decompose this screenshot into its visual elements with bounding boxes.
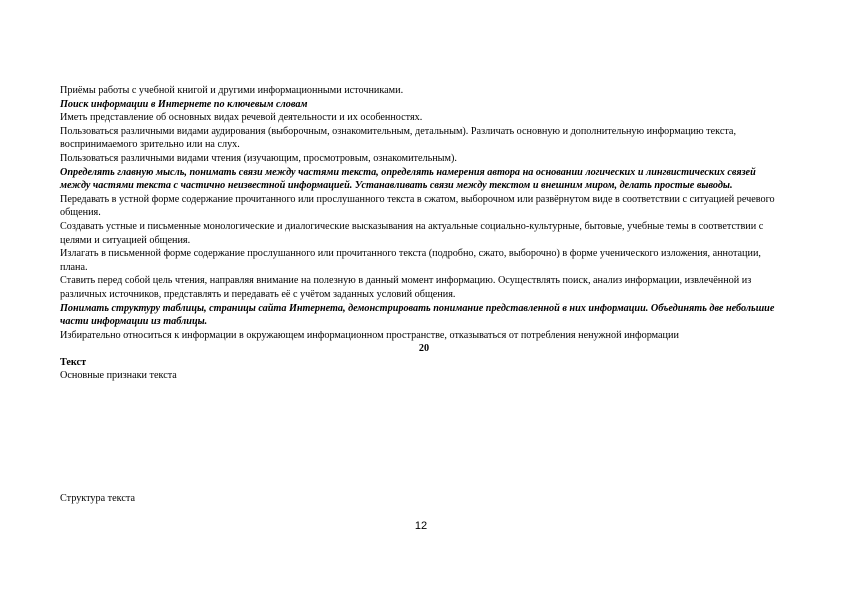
document-body [60,84,788,383]
hours-count: 20 [418,343,430,355]
text-line-9: Излагать в письменной форме содержание прослушанного или прочитанного текста (подробно, сжато, выборочно) в форме ученического изложения, аннотации, плана. [60,248,761,273]
text-line-2: Поиск информации в Интернете по ключевым словам [60,98,308,110]
text-line-1: Приёмы работы с учебной книгой и другими информационными источниками. [60,85,404,96]
subtopic-basic-features: Основные признаки текста [60,370,177,382]
text-line-6: Определять главную мысль, понимать связи между частями текста, определять намерения автора на основании логических и лингвистических связей между частями текста с частично неизвестной информацией. Устанавливать связи между текстом и внешним миром, делать простые выводы. [60,166,756,192]
text-line-4: Пользоваться различными видами аудирования (выборочным, ознакомительным, детальным). Различать основную и дополнительную информацию текста, воспринимаемого зрительно или на слух. [60,125,736,151]
section-title: Текст [60,356,87,368]
page-number: 12 [414,520,428,532]
text-line-8: Создавать устные и письменные монологические и диалогические высказывания на актуальные социально-культурные, бытовые, учебные темы в соответствии с целями и ситуацией общения. [60,220,764,246]
subtopic-structure: Структура текста [60,493,135,504]
text-line-12: Избирательно относиться к информации в окружающем информационном пространстве, отказываться от потребления ненужной информации [60,329,679,341]
text-line-11: Понимать структуру таблицы, страницы сайта Интернета, демонстрировать понимание представленной в них информации. Объединять две небольшие части информации из таблицы. [60,302,775,328]
text-line-5: Пользоваться различными видами чтения (изучающим, просмотровым, ознакомительным). [60,152,457,164]
text-line-10: Ставить перед собой цель чтения, направляя внимание на полезную в данный момент информацию. Осуществлять поиск, анализ информации, извлечённой из различных источников, представлять и передавать её с учётом заданных условий общения. [60,275,752,300]
text-line-7: Передавать в устной форме содержание прочитанного или прослушанного текста в сжатом, выборочном или развёрнутом виде в соответствии с ситуацией речевого общения. [60,193,775,219]
text-line-3: Иметь представление об основных видах речевой деятельности и их особенностях. [60,112,423,124]
